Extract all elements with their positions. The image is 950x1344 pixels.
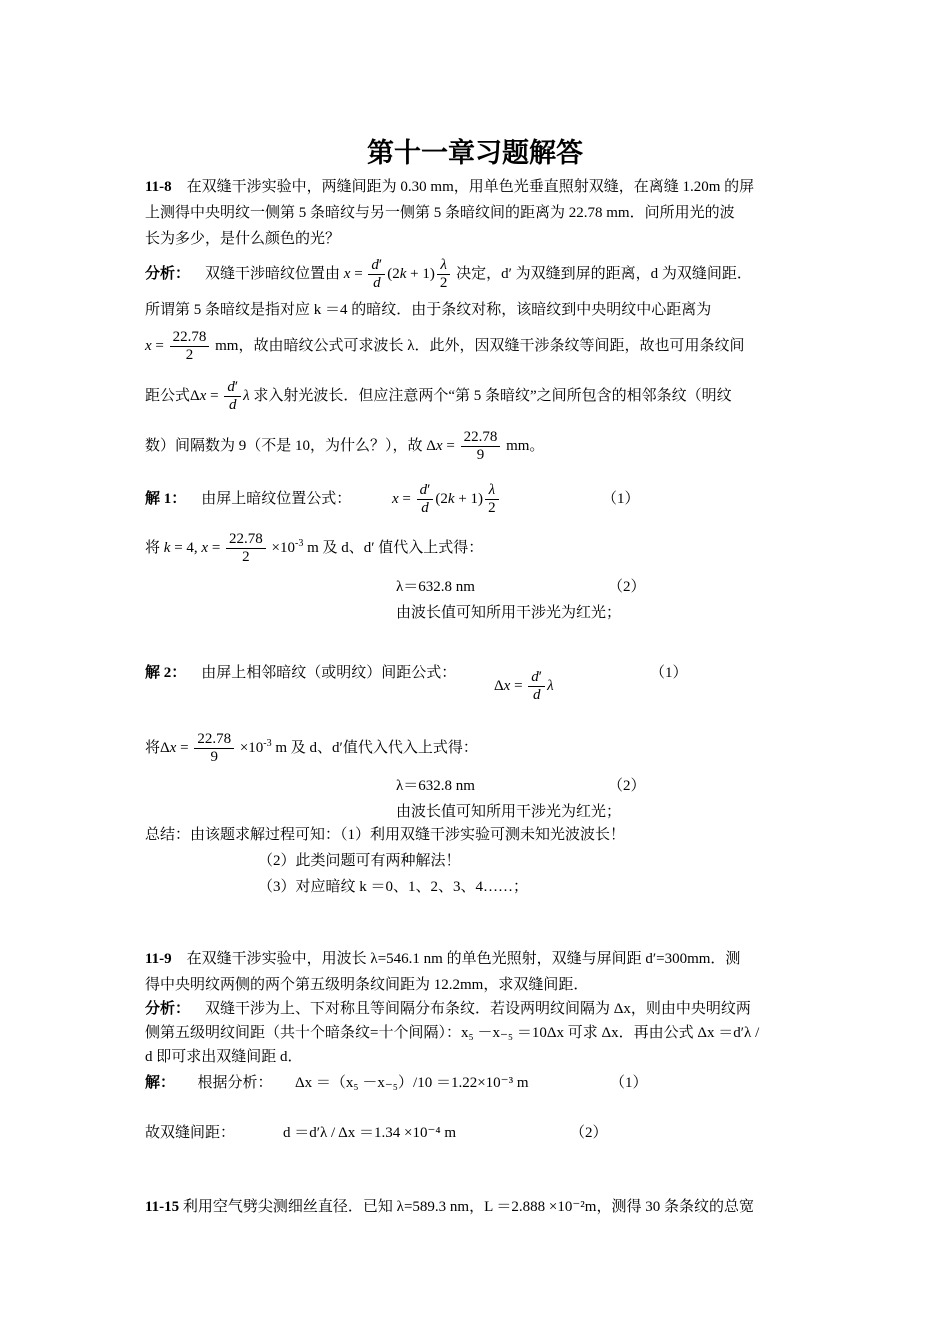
equation-number: （1） [610,1075,648,1091]
problem-11-9-line1: 11-9 在双缝干涉实验中，用波长 λ=546.1 nm 的单色光照射，双缝与屏间距 d′=300mm．测 [145,951,741,967]
solution-label: 解： [145,1075,176,1091]
analysis-11-9-line2: 侧第五级明纹间距（共十个暗条纹=十个间隔）：x₅ －x₋₅ ＝10Δx 可求 Δx．再由公式 Δx ＝d′λ / [145,1025,760,1041]
final-label: 故双缝间距： [145,1125,236,1141]
problem-11-8-line2: 上测得中央明纹一侧第 5 条暗纹与另一侧第 5 条暗纹间的距离为 22.78 mm．问所用光的波 [145,205,735,221]
equation-number: （1） [650,665,688,681]
analysis-label: 分析： [145,266,191,282]
solution-1-line: 解 1： 由屏上暗纹位置公式： [145,491,352,507]
problem-number: 11-9 [145,951,172,967]
final-equation: d ＝d′λ / Δx ＝1.34 ×10⁻⁴ m [283,1125,457,1141]
analysis-line3: x = $\frac{22.78}{2}$ mm，故由暗纹公式可求波长 λ．此外，因双缝干涉条纹等间距，故也可用条纹间 [145,329,745,364]
equation-number: （2） [608,778,646,794]
solution-2-label: 解 2： [145,665,187,681]
problem-number: 11-15 [145,1199,180,1215]
solution-1-formula: x = $\frac{d'}{d}$ (2k + 1) $\frac{\lambda}{2}$ [392,481,501,517]
equation-number: （1） [602,491,640,507]
analysis-line1: 分析： 双缝干涉暗纹位置由 x = $\frac{d'}{d}$ (2k + 1) $\frac{\lambda}{2}$ 决定，d′ 为双缝到屏的距离，d 为双缝间距． [145,257,752,292]
lambda-result-1: λ＝632.8 nm [396,579,475,595]
solution-2-line: 解 2： 由屏上相邻暗纹（或明纹）间距公式： [145,665,457,681]
problem-11-8-line3: 长为多少，是什么颜色的光？ [145,231,341,247]
analysis-line4: 距公式Δx = $\frac{d'}{d}$ λ 求入射光波长．但应注意两个“第 5 条暗纹”之间所包含的相邻条纹（明纹 [145,379,732,414]
problem-11-8-line1 [145,174,754,200]
problem-number: 11-8 [145,179,172,195]
problem-text: 在双缝干涉实验中，两缝间距为 0.30 mm，用单色光垂直照射双缝，在离缝 1.20m 的屏 [186,179,755,195]
solution-11-9-line: 解： 根据分析： [145,1075,273,1091]
solution-2-formula: Δx = $\frac{d'}{d}$ λ [494,669,554,704]
analysis-11-9-line1: 分析： 双缝干涉为上、下对称且等间隔分布条纹．若设两明纹间隔为 Δx，则由中央明纹两 [145,1001,751,1017]
chapter-title: 第十一章习题解答 [367,138,583,169]
dark-fringe-formula: x = $\frac{d'}{d}$ (2k + 1) $\frac{\lambda}{2}$ [344,266,453,282]
equation-number: （2） [570,1125,608,1141]
problem-11-9-line2: 得中央明纹两侧的两个第五级明条纹间距为 12.2mm，求双缝间距． [145,977,589,993]
analysis-label: 分析： [145,1001,191,1017]
summary-line3: （3）对应暗纹 k ＝0、1、2、3、4……； [258,879,529,895]
problem-11-15-line1: 11-15 利用空气劈尖测细丝直径．已知 λ=589.3 nm，L ＝2.888 ×10⁻²m，测得 30 条条纹的总宽 [145,1199,754,1215]
analysis-line5: 数）间隔数为 9（不是 10，为什么？），故 Δx = $\frac{22.78}{9}$ mm。 [145,429,545,464]
conclusion-1: 由波长值可知所用干涉光为红光； [396,605,622,621]
conclusion-2: 由波长值可知所用干涉光为红光； [396,804,622,820]
substitution-1: 将 k = 4, x = $\frac{22.78}{2}$ $\times 10^{-3}$ m 及 d、d′ 值代入上式得： [145,531,484,566]
substitution-2: 将Δx = $\frac{22.78}{9}$ $\times 10^{-3}$ m 及 d、d′值代入代入上式得： [145,731,478,766]
summary-line2: （2）此类问题可有两种解法！ [258,853,461,869]
analysis-11-9-line3: d 即可求出双缝间距 d． [145,1049,303,1065]
solution-1-label: 解 1： [145,491,187,507]
analysis-line2: 所谓第 5 条暗纹是指对应 k ＝4 的暗纹．由于条纹对称，该暗纹到中央明纹中心距离为 [145,302,712,318]
equation-number: （2） [608,579,646,595]
solution-11-9-equation: Δx ＝（x₅ －x₋₅）/10 ＝1.22×10⁻³ m [295,1075,529,1091]
summary-line1: 总结：由该题求解过程可知：（1）利用双缝干涉实验可测未知光波波长！ [145,827,626,843]
lambda-result-2: λ＝632.8 nm [396,778,475,794]
